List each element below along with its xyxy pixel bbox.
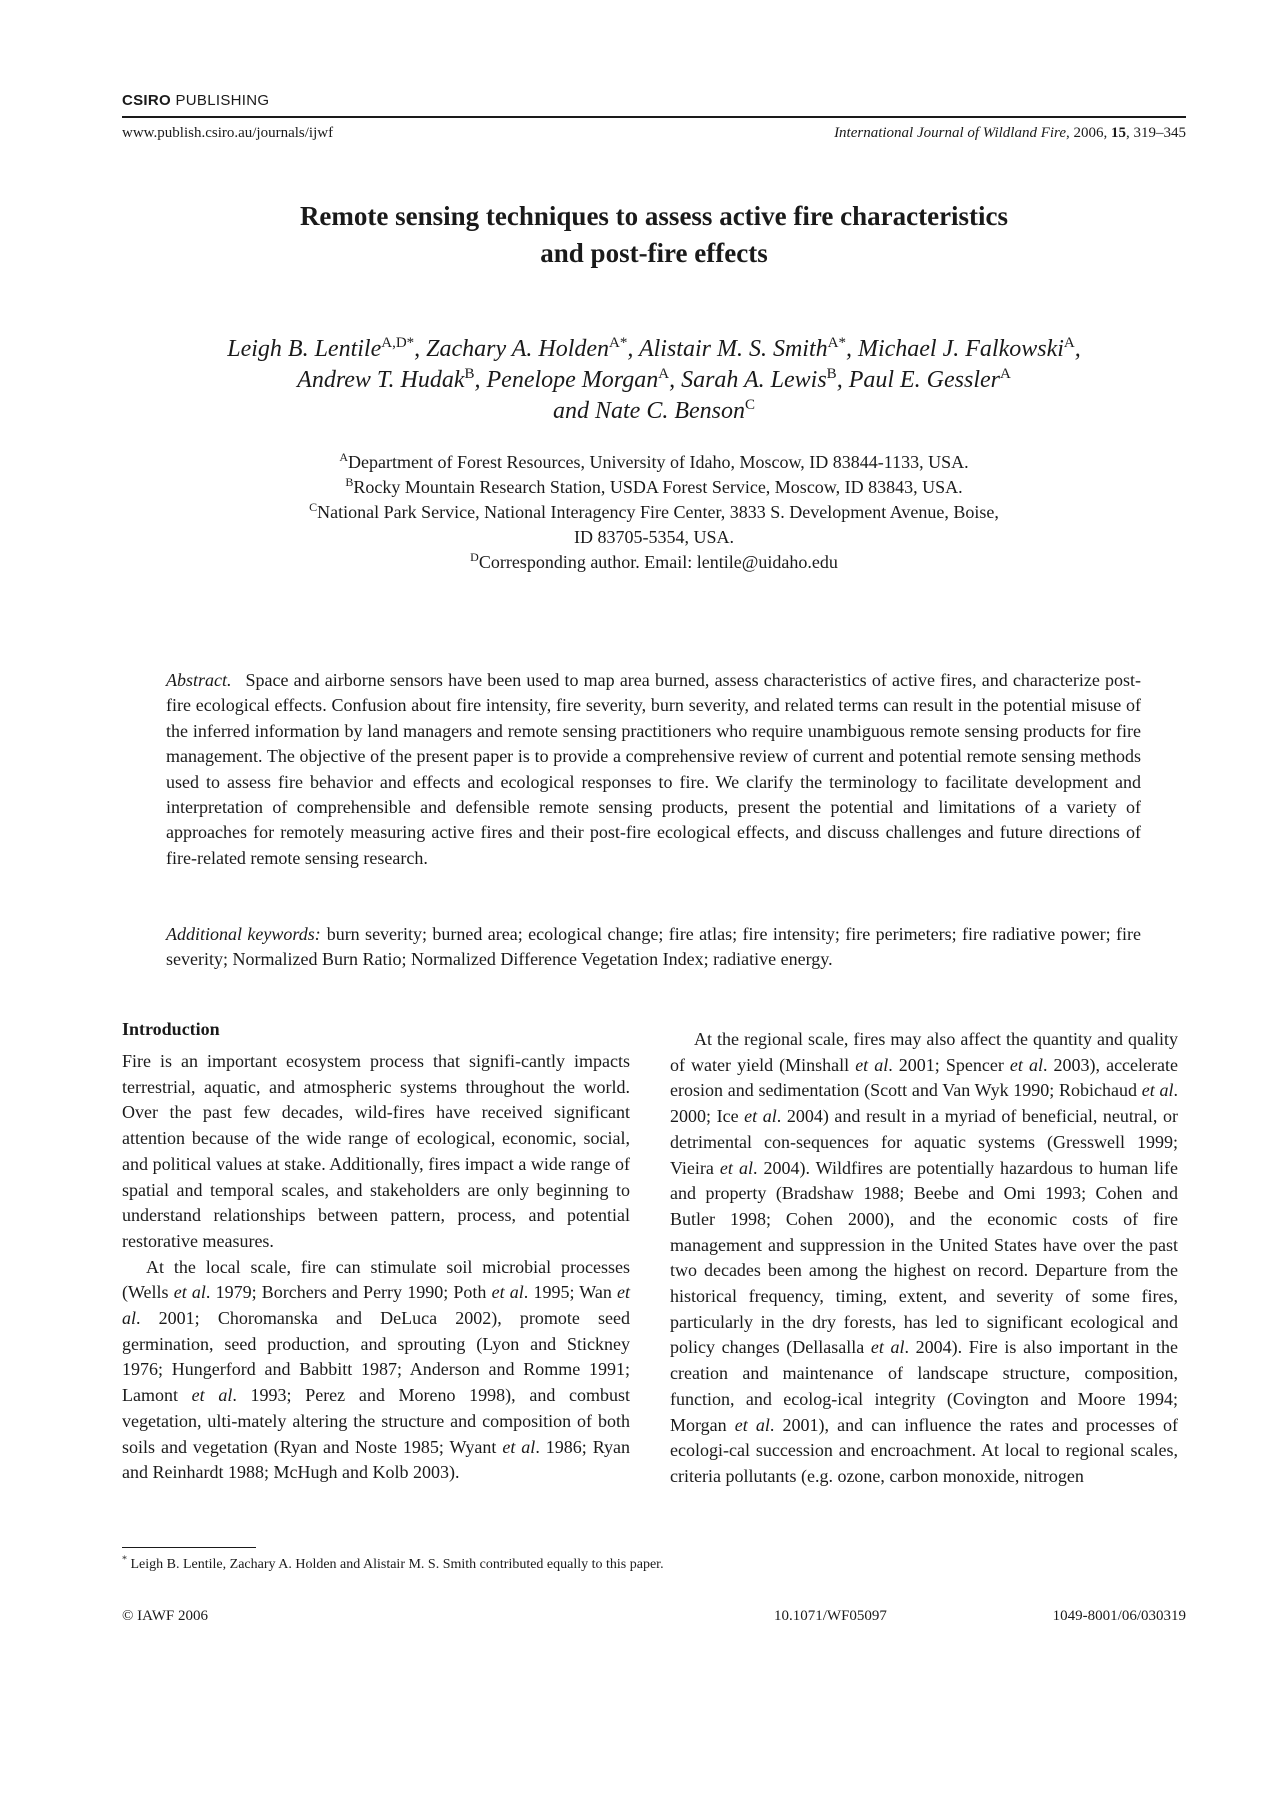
text-run: . 2004). Fire is also important in the creation and maintenance of landscape structure, composition, function, and ecolog-ical integrity (Covington and Moore 1994; Morgan xyxy=(670,1337,1178,1435)
author-line-1 xyxy=(122,334,1186,365)
paragraph: Fire is an important ecosystem process that signifi-cantly impacts terrestrial, aquatic, and atmospheric systems throughout the world. Over the past few decades, wild-fires have received significant attention because of the wide range of ecological, economic, social, and political values at stake. Additionally, fires impact a wide range of spatial and temporal scales, and stakeholders are only beginning to understand relationships between pattern, process, and potential restorative measures. xyxy=(122,1051,630,1251)
author-affil-sup: B xyxy=(464,366,475,382)
affiliation-a xyxy=(122,450,1186,475)
author-affil-sup: A xyxy=(1000,366,1011,382)
affiliation-c xyxy=(122,500,1186,525)
publisher-label xyxy=(122,92,269,109)
author-affil-sup: A* xyxy=(609,335,628,351)
text-run: . 2003), accelerate erosion and sedimentation (Scott and Van Wyk 1990; Robichaud xyxy=(670,1054,1178,1101)
keywords-text: burn severity; burned area; ecological change; fire atlas; fire intensity; fire perimeters; fire radiative power; fire severity; Normalized Burn Ratio; Normalized Difference Vegetation Index; radiative energy. xyxy=(166,924,1141,970)
journal-year: , 2006, xyxy=(1066,125,1111,141)
abstract-label: Abstract. xyxy=(166,670,232,690)
text-run: . 1986; Ryan and Reinhardt 1988; McHugh and Kolb 2003). xyxy=(122,1436,630,1483)
text-run: . 2004). Wildfires are potentially hazardous to human life and property (Bradshaw 1988; Beebe and Omi 1993; Cohen and Butler 1998; Cohen 2000), and the economic costs of fire management and suppression in the United States have over the past two decades been among the highest on record. Departure from the historical frequency, timing, extent, and severity of some fires, particularly in the dry forests, has led to significant ecological and policy changes (Dellasalla xyxy=(670,1157,1178,1358)
header-rule xyxy=(122,116,1186,118)
author-name: , Alistair M. S. Smith xyxy=(627,336,828,362)
text-run: . 1993; Perez and Moreno 1998), and combust vegetation, ulti-mately altering the structure and composition of both soils and vegetation (Ryan and Noste 1985; Wyant xyxy=(122,1385,630,1457)
author-name: , Penelope Morgan xyxy=(474,367,659,393)
section-heading: Introduction xyxy=(122,1019,220,1039)
author-affil-sup: A,D* xyxy=(381,335,415,351)
corresponding-author: Corresponding author. Email: lentile@uidaho.edu xyxy=(478,552,838,572)
author-name: Andrew T. Hudak xyxy=(297,367,465,393)
etal: et al xyxy=(1009,1054,1043,1075)
issn-code: 1049-8001/06/030319 xyxy=(1052,1608,1186,1624)
right-column xyxy=(670,1027,1178,1490)
affiliation-d xyxy=(122,550,1186,575)
affil-text: Rocky Mountain Research Station, USDA Forest Service, Moscow, ID 83843, USA. xyxy=(353,477,963,497)
author-list xyxy=(122,334,1186,427)
etal: et al xyxy=(491,1282,524,1303)
author-affil-sup: A xyxy=(658,366,670,382)
doi[interactable]: 10.1071/WF05097 xyxy=(774,1608,887,1624)
author-name: and Nate C. Benson xyxy=(552,398,745,424)
journal-pages: , 319–345 xyxy=(1126,125,1186,141)
author-line-2 xyxy=(122,365,1186,396)
keywords xyxy=(166,922,1141,973)
etal: et al xyxy=(122,1282,631,1329)
footnote-rule xyxy=(122,1547,256,1548)
footnote xyxy=(122,1556,664,1574)
footnote-mark: * xyxy=(122,1554,127,1566)
author-name: Leigh B. Lentile xyxy=(227,336,382,362)
affil-text: Department of Forest Resources, University of Idaho, Moscow, ID 83844-1133, USA. xyxy=(348,452,969,472)
etal: et al xyxy=(719,1157,753,1178)
copyright: © IAWF 2006 xyxy=(122,1608,209,1624)
paragraph xyxy=(122,1255,630,1486)
text-run: . 1979; Borchers and Perry 1990; Poth xyxy=(205,1282,492,1303)
author-separator: , xyxy=(1074,336,1081,362)
author-affil-sup: A xyxy=(1063,335,1075,351)
etal: et al xyxy=(855,1054,889,1075)
publisher-bold: CSIRO xyxy=(122,92,172,109)
paper-title xyxy=(122,198,1186,272)
title-line-2: and post-fire effects xyxy=(540,238,768,268)
text-run: At the local scale, fire can stimulate soil microbial processes (Wells xyxy=(122,1256,630,1303)
etal: et al xyxy=(191,1385,233,1406)
etal: et al xyxy=(1141,1080,1174,1101)
text-run: At the regional scale, fires may also affect the quantity and quality of water yield (Minshall xyxy=(670,1029,1178,1075)
affil-sup: D xyxy=(470,550,479,564)
affiliation-c-cont: ID 83705-5354, USA. xyxy=(574,527,734,547)
text-run: . 2001; Spencer xyxy=(888,1054,1010,1075)
publisher-rest: PUBLISHING xyxy=(171,92,270,109)
affil-sup: A xyxy=(339,450,349,464)
text-run: . 1995; Wan xyxy=(523,1282,618,1303)
author-name: , Zachary A. Holden xyxy=(414,336,610,362)
etal: et al xyxy=(744,1106,777,1127)
text-run: . 2000; Ice xyxy=(670,1080,1178,1127)
keywords-label: Additional keywords: xyxy=(166,924,321,944)
text-run: . 2004) and result in a myriad of beneficial, neutral, or detrimental con-sequences for aquatic systems (Gresswell 1999; Vieira xyxy=(670,1106,1178,1178)
affil-text: National Park Service, National Interagency Fire Center, 3833 S. Development Avenue, Boise, xyxy=(317,502,999,522)
author-name: , Sarah A. Lewis xyxy=(669,367,827,393)
author-name: , Paul E. Gessler xyxy=(836,367,1000,393)
journal-volume: 15 xyxy=(1111,125,1126,141)
title-line-1: Remote sensing techniques to assess active fire characteristics xyxy=(299,201,1009,231)
text-run: . 2001; Choromanska and DeLuca 2002), promote seed germination, seed production, and sprouting (Lyon and Stickney 1976; Hungerford and Babbitt 1987; Anderson and Romme 1991; Lamont xyxy=(122,1308,630,1406)
left-column xyxy=(122,1017,630,1486)
journal-name: International Journal of Wildland Fire xyxy=(834,125,1066,141)
affiliation-b xyxy=(122,475,1186,500)
abstract xyxy=(166,668,1141,871)
paragraph xyxy=(670,1027,1178,1490)
author-affil-sup: C xyxy=(744,397,755,413)
text-run: . 2001), and can influence the rates and processes of ecologi-cal succession and encroachment. At local to regional scales, criteria pollutants (e.g. ozone, carbon monoxide, nitrogen xyxy=(670,1414,1178,1486)
abstract-text: Space and airborne sensors have been used to map area burned, assess characteristics of active fires, and characterize post-fire ecological effects. Confusion about fire intensity, fire severity, burn severity, and related terms can result in the potential misuse of the inferred information by land managers and remote sensing practitioners who require unambiguous remote sensing products for fire management. The objective of the present paper is to provide a comprehensive review of current and potential remote sensing methods used to assess fire behavior and effects and ecological responses to fire. We clarify the terminology to facilitate development and interpretation of comprehensible and defensible remote sensing products, present the potential and limitations of a variety of approaches for remotely measuring active fires and their post-fire ecological effects, and discuss challenges and future directions of fire-related remote sensing research. xyxy=(166,670,1141,868)
journal-citation xyxy=(834,125,1186,142)
affil-sup: C xyxy=(309,500,318,514)
footnote-text: Leigh B. Lentile, Zachary A. Holden and Alistair M. S. Smith contributed equally to this paper. xyxy=(127,1557,664,1572)
etal: et al xyxy=(173,1282,206,1303)
affil-sup: B xyxy=(345,475,354,489)
etal: et al xyxy=(734,1414,770,1435)
etal: et al xyxy=(870,1337,905,1358)
author-name: , Michael J. Falkowski xyxy=(845,336,1064,362)
affiliations xyxy=(122,450,1186,575)
journal-url[interactable]: www.publish.csiro.au/journals/ijwf xyxy=(122,125,334,141)
etal: et al xyxy=(502,1436,536,1457)
author-affil-sup: B xyxy=(826,366,837,382)
author-affil-sup: A* xyxy=(827,335,846,351)
author-line-3 xyxy=(122,396,1186,427)
